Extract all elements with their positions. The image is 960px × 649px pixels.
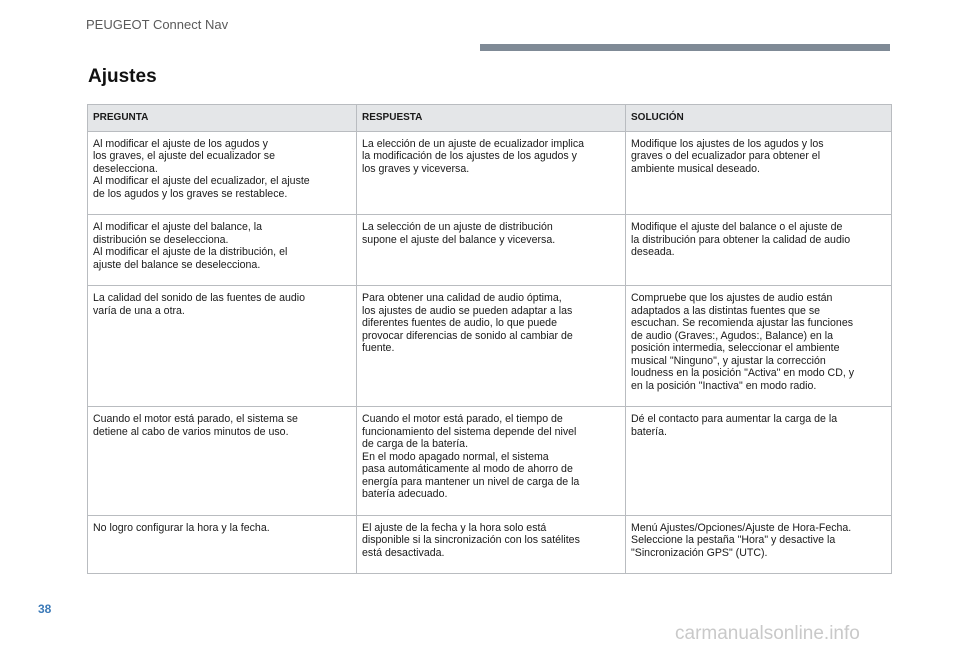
column-header-question: PREGUNTA [88, 105, 357, 132]
page-title: Ajustes [88, 66, 157, 87]
question-cell: Cuando el motor está parado, el sistema se detiene al cabo de varios minutos de uso. [88, 407, 357, 516]
answer-cell: El ajuste de la fecha y la hora solo está disponible si la sincronización con los satélites está desactivada. [357, 515, 626, 574]
solution-cell: Menú Ajustes/Opciones/Ajuste de Hora-Fecha. Seleccione la pestaña "Hora" y desactive la "Sincronización GPS" (UTC). [626, 515, 892, 574]
answer-cell: Cuando el motor está parado, el tiempo de funcionamiento del sistema depende del nivel de carga de la batería. En el modo apagado normal, el sistema pasa automáticamente al modo de ahorro de energía para mantener un nivel de carga de la batería adecuado. [357, 407, 626, 516]
solution-cell: Modifique el ajuste del balance o el ajuste de la distribución para obtener la calidad de audio deseada. [626, 215, 892, 286]
answer-cell: La elección de un ajuste de ecualizador implica la modificación de los ajustes de los agudos y los graves y viceversa. [357, 131, 626, 215]
question-cell: Al modificar el ajuste de los agudos y los graves, el ajuste del ecualizador se deselecciona. Al modificar el ajuste del ecualizador, el ajuste de los agudos y los graves se restablece. [88, 131, 357, 215]
troubleshooting-table [87, 104, 892, 574]
question-cell: No logro configurar la hora y la fecha. [88, 515, 357, 574]
solution-cell: Compruebe que los ajustes de audio están adaptados a las distintas fuentes que se escuchan. Se recomienda ajustar las funciones de audio (Graves:, Agudos:, Balance) en la posición intermedia, seleccionar el ambiente musical "Ninguno", y ajustar la corrección loudness en la posición "Activa" en modo CD, y en la posición "Inactiva" en modo radio. [626, 286, 892, 407]
column-header-answer: RESPUESTA [357, 105, 626, 132]
question-cell: La calidad del sonido de las fuentes de audio varía de una a otra. [88, 286, 357, 407]
table-row [88, 215, 892, 286]
table-row [88, 286, 892, 407]
solution-cell: Dé el contacto para aumentar la carga de la batería. [626, 407, 892, 516]
table-header-row [88, 105, 892, 132]
header-accent-bar [480, 44, 890, 51]
table-row [88, 131, 892, 215]
column-header-solution: SOLUCIÓN [626, 105, 892, 132]
watermark-text: carmanualsonline.info [675, 623, 860, 644]
table-row [88, 515, 892, 574]
solution-cell: Modifique los ajustes de los agudos y los graves o del ecualizador para obtener el ambiente musical deseado. [626, 131, 892, 215]
document-header-title: PEUGEOT Connect Nav [86, 17, 229, 32]
answer-cell: Para obtener una calidad de audio óptima, los ajustes de audio se pueden adaptar a las diferentes fuentes de audio, lo que puede provocar diferencias de sonido al cambiar de fuente. [357, 286, 626, 407]
page-number: 38 [38, 602, 52, 616]
answer-cell: La selección de un ajuste de distribución supone el ajuste del balance y viceversa. [357, 215, 626, 286]
question-cell: Al modificar el ajuste del balance, la distribución se deselecciona. Al modificar el ajuste de la distribución, el ajuste del balance se deselecciona. [88, 215, 357, 286]
table-row [88, 407, 892, 516]
